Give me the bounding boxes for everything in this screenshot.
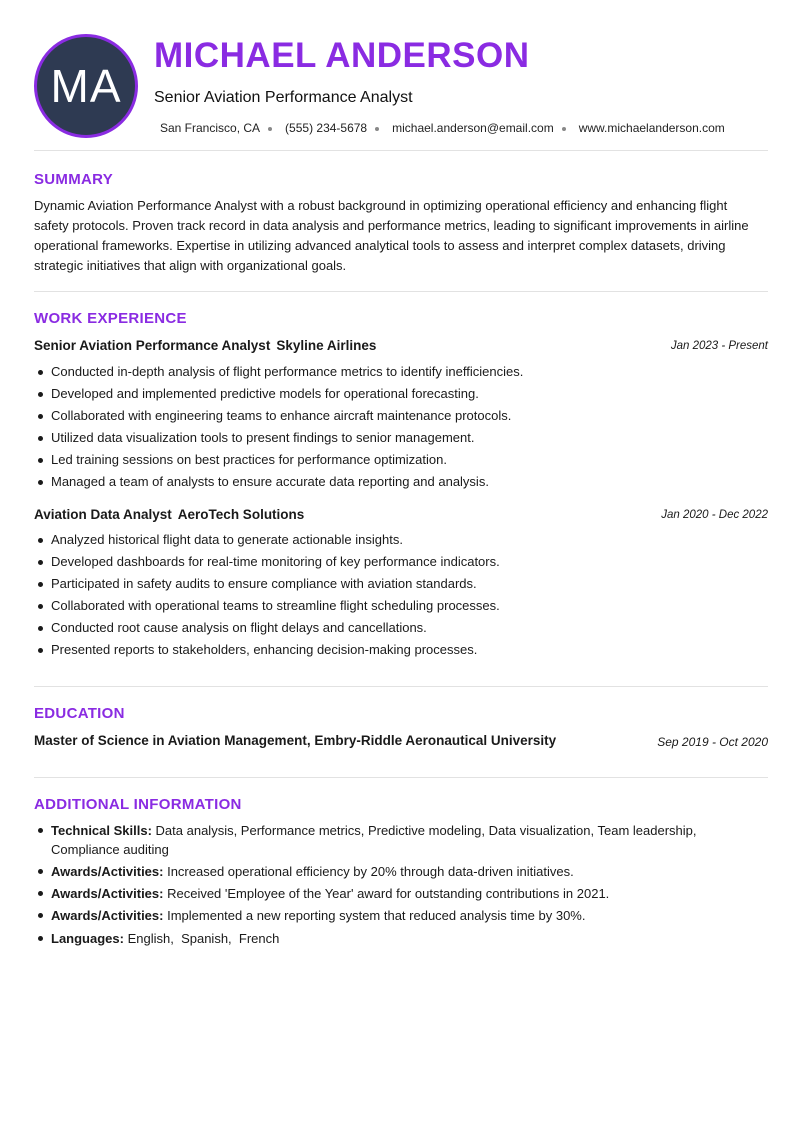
summary-text: Dynamic Aviation Performance Analyst with a robust background in optimizing operational efficiency and enhancing flight safety protocols. Proven track record in data analysis and performance metrics, leading to significant improvements in airline operational frameworks. Expertise in utilizing advanced analytical tools to assess and interpret complex datasets, driving strategic initiatives that align with organizational goals. [34, 198, 749, 273]
separator-dot-icon [375, 127, 379, 131]
item-label: Awards/Activities: [51, 864, 164, 879]
item-label: Awards/Activities: [51, 908, 164, 923]
list-item: Collaborated with operational teams to streamline flight scheduling processes. [34, 595, 768, 617]
resume-header [34, 34, 768, 138]
job-company: AeroTech Solutions [177, 507, 305, 522]
summary-title: SUMMARY [34, 171, 114, 188]
candidate-name: MICHAEL ANDERSON [154, 36, 530, 75]
job-dates: Jan 2023 - Present [670, 340, 768, 352]
list-item: Participated in safety audits to ensure compliance with aviation standards. [34, 573, 768, 595]
job-header [34, 338, 768, 356]
list-item [34, 929, 768, 948]
divider [34, 150, 768, 151]
contact-phone: (555) 234-5678 [285, 121, 368, 135]
divider [34, 291, 768, 292]
list-item: Managed a team of analysts to ensure accurate data reporting and analysis. [34, 471, 768, 493]
avatar [34, 34, 138, 138]
list-item: Conducted in-depth analysis of flight performance metrics to identify inefficiencies. [34, 361, 768, 383]
education-degree: Master of Science in Aviation Management, Embry-Riddle Aeronautical University [34, 733, 557, 748]
job-dates: Jan 2020 - Dec 2022 [661, 509, 768, 521]
separator-dot-icon [562, 127, 566, 131]
avatar-initials: MA [50, 60, 122, 112]
work-experience-title: WORK EXPERIENCE [34, 310, 187, 327]
candidate-role: Senior Aviation Performance Analyst [154, 89, 413, 106]
job-title-line [34, 507, 304, 522]
job-title: Senior Aviation Performance Analyst [34, 338, 271, 353]
list-item: Developed dashboards for real-time monitoring of key performance indicators. [34, 551, 768, 573]
list-item [34, 862, 768, 881]
education-title: EDUCATION [34, 705, 125, 722]
job-bullets [34, 361, 768, 493]
item-text: Increased operational efficiency by 20% through data-driven initiatives. [167, 864, 574, 879]
item-text: Data analysis, Performance metrics, Predictive modeling, Data visualization, Team leadership, Compliance auditing [51, 823, 697, 857]
separator-dot-icon [268, 127, 272, 131]
item-text: Implemented a new reporting system that reduced analysis time by 30%. [167, 908, 586, 923]
contact-email[interactable]: michael.anderson@email.com [392, 121, 554, 135]
job-bullets [34, 529, 768, 661]
job-title-line [34, 338, 376, 353]
contact-location: San Francisco, CA [160, 121, 261, 135]
job-company: Skyline Airlines [276, 338, 377, 353]
additional-list [34, 821, 768, 951]
item-label: Awards/Activities: [51, 886, 164, 901]
list-item [34, 906, 768, 925]
contact-website[interactable]: www.michaelanderson.com [578, 121, 725, 135]
list-item: Led training sessions on best practices for performance optimization. [34, 449, 768, 471]
job-header [34, 507, 768, 525]
list-item [34, 884, 768, 903]
item-label: Languages: [51, 931, 124, 946]
list-item: Conducted root cause analysis on flight delays and cancellations. [34, 617, 768, 639]
list-item: Presented reports to stakeholders, enhancing decision-making processes. [34, 639, 768, 661]
list-item: Developed and implemented predictive models for operational forecasting. [34, 383, 768, 405]
item-text: Received 'Employee of the Year' award for outstanding contributions in 2021. [167, 886, 610, 901]
divider [34, 777, 768, 778]
item-label: Technical Skills: [51, 823, 152, 838]
list-item [34, 821, 768, 859]
additional-information-title: ADDITIONAL INFORMATION [34, 796, 242, 813]
list-item: Analyzed historical flight data to generate actionable insights. [34, 529, 768, 551]
education-entry [34, 733, 768, 751]
list-item: Collaborated with engineering teams to enhance aircraft maintenance protocols. [34, 405, 768, 427]
job-title: Aviation Data Analyst [34, 507, 172, 522]
education-dates: Sep 2019 - Oct 2020 [657, 735, 768, 749]
divider [34, 686, 768, 687]
list-item: Utilized data visualization tools to present findings to senior management. [34, 427, 768, 449]
contact-line [160, 121, 725, 135]
item-text: English, Spanish, French [127, 931, 280, 946]
